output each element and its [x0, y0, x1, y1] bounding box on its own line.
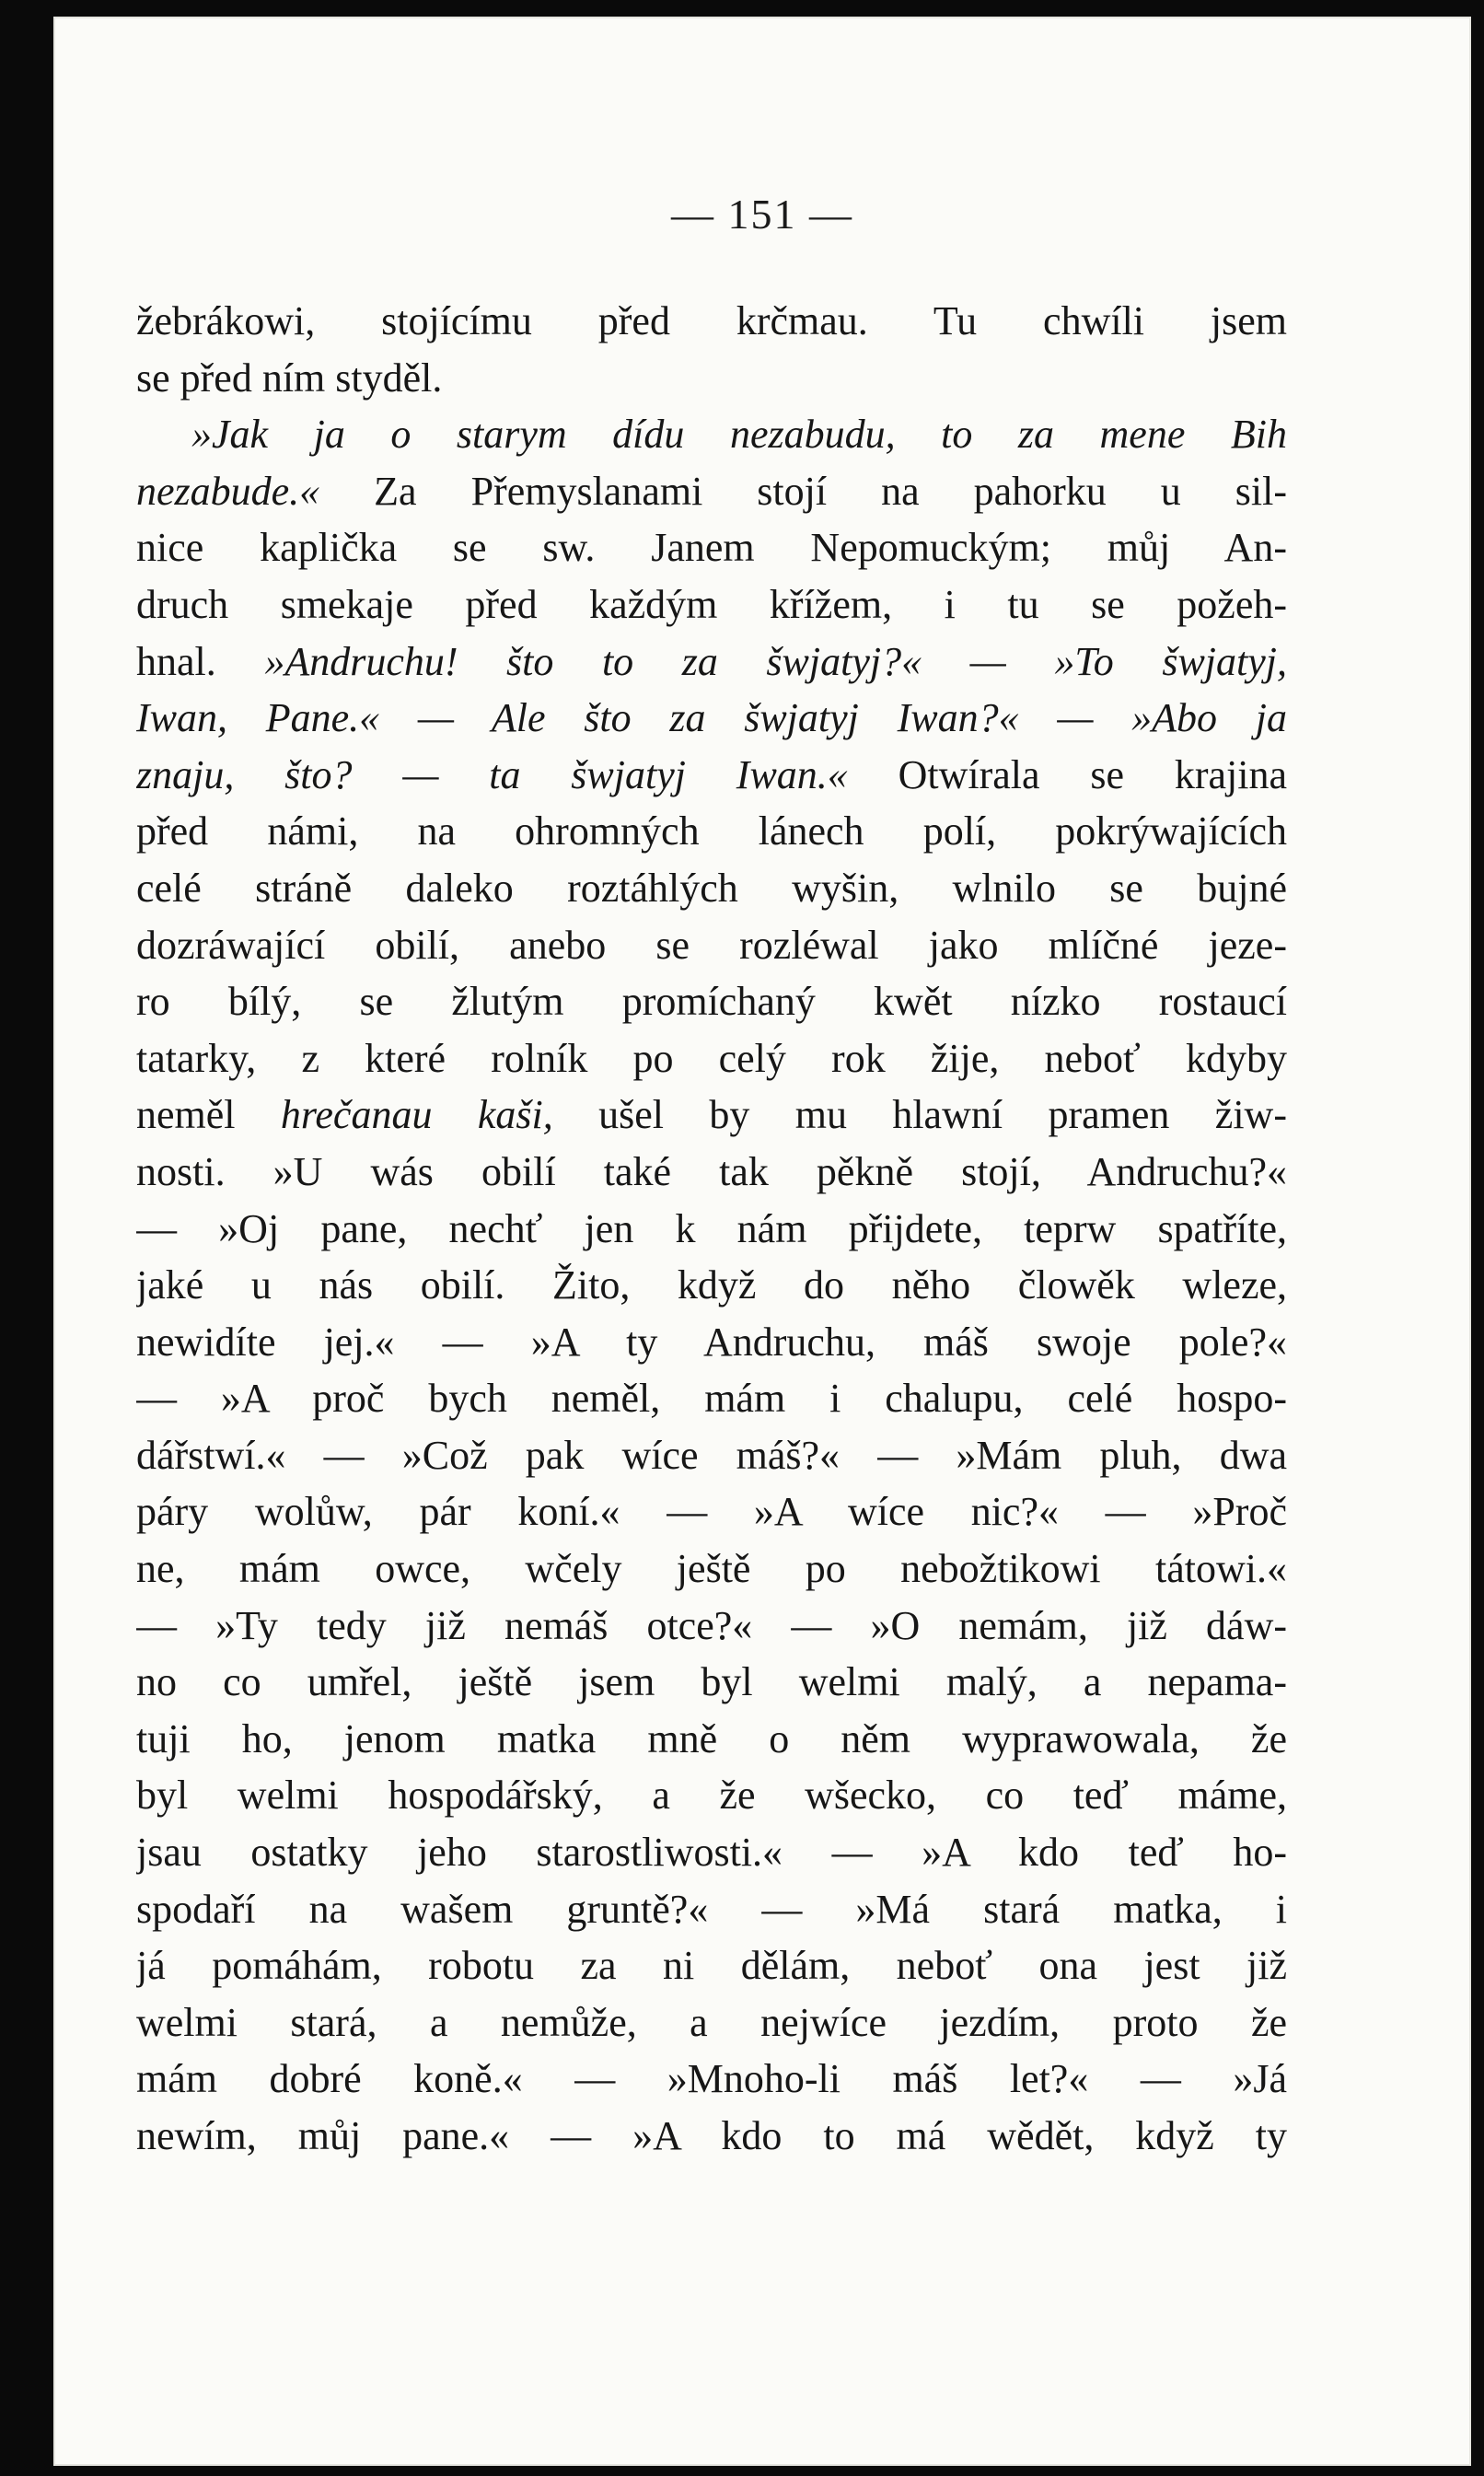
text-line [136, 406, 1287, 463]
text-segment: — »Ty tedy již nemáš otce?« — »O nemám, již dáw- [136, 1602, 1287, 1648]
text-line [136, 1540, 1287, 1598]
text-segment: ne, mám owce, wčely ještě po nebožtikowi tátowi.« [136, 1546, 1287, 1592]
text-segment: tuji ho, jenom matka mně o něm wyprawowala, že [136, 1715, 1287, 1761]
text-line [136, 293, 1287, 350]
text-segment: — »Oj pane, nechť jen k nám přijdete, teprw spatříte, [136, 1205, 1287, 1251]
text-segment: jaké u nás obilí. Žito, když do něho člowěk wleze, [136, 1262, 1287, 1308]
text-line [136, 1994, 1287, 2052]
italic-segment: znaju, što? — ta šwjatyj Iwan.« [136, 751, 848, 797]
text-line [136, 1598, 1287, 1655]
text-segment: mám dobré koně.« — »Mnoho-li máš let?« — »Já [136, 2056, 1287, 2102]
text-line [136, 973, 1287, 1030]
text-segment: dozráwající obilí, anebo se rozléwal jako mlíčné jeze- [136, 922, 1287, 968]
text-segment: neměl [136, 1092, 281, 1138]
text-segment: žebrákowi, stojícímu před krčmau. Tu chwíli jsem [136, 298, 1287, 343]
text-segment: před námi, na ohromných lánech polí, pokrýwajících [136, 808, 1287, 854]
text-line [136, 860, 1287, 917]
text-segment: no co umřel, ještě jsem byl welmi malý, a nepama- [136, 1659, 1287, 1705]
text-segment: — »A proč bych neměl, mám i chalupu, celé hospo- [136, 1376, 1287, 1422]
text-line [136, 2051, 1287, 2108]
text-segment: páry wolůw, pár koní.« — »A wíce nic?« — »Proč [136, 1489, 1287, 1535]
text-segment: dářstwí.« — »Což pak wíce máš?« — »Mám pluh, dwa [136, 1432, 1287, 1478]
text-segment: hnal. [136, 638, 265, 684]
text-line [136, 1824, 1287, 1881]
text-line [136, 1711, 1287, 1768]
text-segment: newidíte jej.« — »A ty Andruchu, máš swoje pole?« [136, 1319, 1287, 1365]
text-line [136, 1427, 1287, 1484]
text-segment: se před ním styděl. [136, 355, 443, 401]
text-line [136, 1654, 1287, 1711]
text-segment: Za Přemyslanami stojí na pahorku u sil- [319, 468, 1287, 514]
italic-segment: nezabude.« [136, 468, 320, 514]
book-page [53, 17, 1471, 2466]
text-line [136, 463, 1287, 520]
text-line [136, 917, 1287, 974]
text-line [136, 1087, 1287, 1144]
text-segment: jsau ostatky jeho starostliwosti.« — »A kdo teď ho- [136, 1830, 1287, 1876]
page-number: — 151 — [671, 191, 853, 238]
text-segment: já pomáhám, robotu za ni dělám, neboť ona jest již [136, 1943, 1287, 1989]
italic-segment: »Andruchu! što to za šwjatyj?« — »To šwjatyj, [264, 638, 1287, 684]
text-segment: celé stráně daleko roztáhlých wyšin, wlnilo se bujné [136, 865, 1287, 911]
text-line [136, 2108, 1287, 2165]
text-line [136, 1201, 1287, 1258]
italic-segment: hrečanau kaši, [280, 1092, 553, 1138]
text-segment: druch smekaje před každým křížem, i tu se požeh- [136, 581, 1287, 627]
text-segment: nosti. »U wás obilí také tak pěkně stojí, Andruchu?« [136, 1148, 1287, 1194]
text-segment: ro bílý, se žlutým promíchaný kwět nízko rostaucí [136, 979, 1287, 1025]
text-line [136, 519, 1287, 576]
text-line [136, 634, 1287, 691]
text-line [136, 1030, 1287, 1087]
text-line [136, 350, 1287, 407]
text-line [136, 1314, 1287, 1371]
text-segment: spodaří na wašem gruntě?« — »Má stará matka, i [136, 1886, 1287, 1932]
text-line [136, 747, 1287, 804]
text-line [136, 690, 1287, 747]
text-line [136, 1257, 1287, 1314]
text-line [136, 1767, 1287, 1824]
text-line [136, 1483, 1287, 1540]
text-segment: nice kaplička se sw. Janem Nepomuckým; můj An- [136, 525, 1287, 571]
italic-segment: Iwan, Pane.« — Ale što za šwjatyj Iwan?« — »Abo ja [136, 695, 1287, 741]
text-segment: welmi stará, a nemůže, a nejwíce jezdím, proto že [136, 1999, 1287, 2045]
text-line [136, 1144, 1287, 1201]
text-line [136, 576, 1287, 634]
text-segment: ušel by mu hlawní pramen žiw- [552, 1092, 1287, 1138]
text-line [136, 1881, 1287, 1938]
text-segment: tatarky, z které rolník po celý rok žije, neboť kdyby [136, 1035, 1287, 1081]
text-segment: byl welmi hospodářský, a že wšecko, co teď máme, [136, 1773, 1287, 1819]
body-text [136, 293, 1287, 2165]
text-line [136, 1370, 1287, 1427]
text-line [136, 803, 1287, 860]
text-line [136, 1937, 1287, 1994]
text-segment: Otwírala se krajina [847, 751, 1287, 797]
italic-segment: »Jak ja o starym dídu nezabudu, to za mene Bih [191, 412, 1287, 458]
text-segment: newím, můj pane.« — »A kdo to má wědět, když ty [136, 2113, 1287, 2158]
